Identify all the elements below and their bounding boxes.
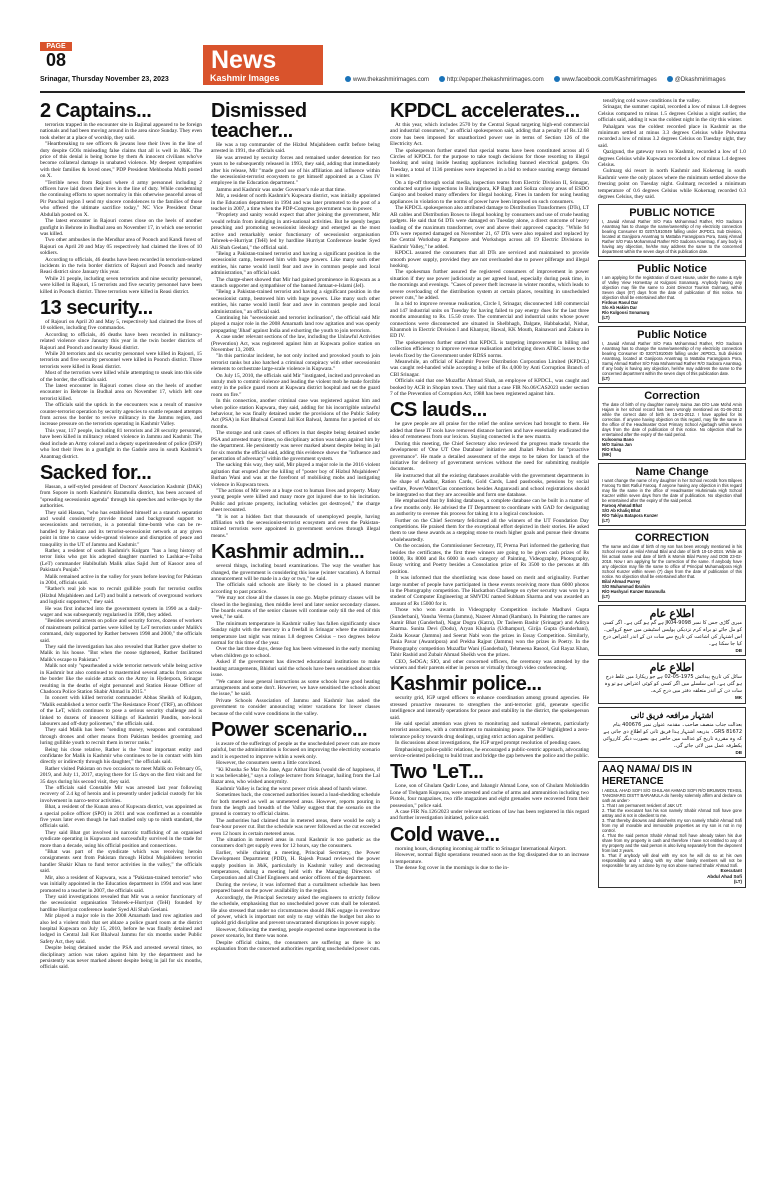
headline-cold-wave: Cold wave...	[390, 823, 500, 846]
globe-icon	[439, 76, 445, 82]
paragraph: The latest encounter in Rajouri comes close on the heels of another gunfight in Behrote in Budhal area on November 17, in which one terrorist was killed.	[40, 218, 202, 237]
story-body	[390, 695, 589, 759]
notice-body: The name and date of birth of my son has been wrongly mentioned in his School record as Hilal Ahmad Bilal and date of birth 10-10-2024. While as his actual name and date of birth is Momin Bilal Parrey and DOB 23-02-2018. Now I am applying for the correction of the same. If anybody have any objection may file the same to office of Principal Muhamadpora High School Kunzer within seven (7) days from the date of publication of this notice. No objection shall be entertained after that.	[602, 543, 742, 579]
twitter-link[interactable]: @Dkashmirimages	[667, 76, 726, 83]
story-body	[40, 484, 202, 971]
paragraph: Emphasising police-public relations, he encouraged a public-centric approach, advocating service-oriented policing to build trust and bridge the gap between the police and the public.	[390, 746, 589, 759]
paragraph: He said special attention was given to monitoring and national elements, particularly terrorist associates, with a commitment to maintaining peace. The IGP highlighted a zero-tolerance policy towards drug dealings, urging strict action against peddlers.	[390, 720, 589, 740]
paragraph: KPDCL assured the consumers that all DTs are serviced and maintained to provide smooth power supply, provided they are not overloaded due to power pilferage and illegal hooking.	[390, 250, 589, 269]
notice-body: I ABDUL AHAD SOFI S/O GHULAM AHMAD SOFI R/O BRUWON TEHSIL TANGMARG DISTT BARAMULA do hereby solemnly affirm and declare on oath as under:- 1. That I am permanent resident of J&K UT. 2. That the executant has his son namely Shabir Ahmad Sofi have gone astray and is not in obedient to me. 3. That thereby disowns and disinherits my son namely Shabir Ahmad Sofi from my all movable and immovable properties as my son is not in my control. 4. That the said person Shabir Ahmad Sofi have already taken his due share from my property in cash and therefore I have not entitled to any of my property and the said person is also living separately from the deponent from last 3 years. 5. That if anybody will deal with my son he will do so at his own responsibility and I along with my other family members will not be responsible for any act done by my son above named Shabir Ahmad Sofi.	[602, 788, 742, 868]
paragraph: Malik remained active in the valley for years before leaving for Pakistan in 2004, officials said.	[40, 573, 202, 586]
notice-title: Public Notice	[637, 328, 707, 341]
paragraph: CEO, SeDGA; SIO, and other concerned officers, the ceremony was attended by the winners and their parents either in person or virtually through video conferencing.	[390, 658, 589, 671]
notice-title: اطلاع عام	[649, 662, 695, 674]
paragraph: "Ki Khusha Se Mar No Jane, Agar Aitbar Hota (would die of happiness, if it was believable)," says a college lecturer from Srinagar, hailing from the Lal Bazar area, who wished anonymity.	[211, 766, 380, 786]
column-4	[598, 98, 746, 1160]
paragraph: The situation in metered areas in rural Kashmir is too pathetic as the consumers don't get supply even for 12 hours, say the consumers.	[211, 837, 380, 850]
notice-title: PUBLIC NOTICE	[629, 206, 715, 219]
paragraph: Most of the terrorists were killed while attempting to sneak into this side of the border, the officials said.	[40, 370, 202, 383]
paragraph: Srinagar, the summer capital, recorded a low of minus 1.8 degrees Celsius compared to minus 1.5 degrees Celsius a night earlier, the officials said, adding it was the coldest night in the city this winter.	[598, 104, 746, 124]
notice-body: بعدالت جناب منصف صاحب۔ مقدمہ عنوان نمبر 400676 بنام 81672 GRS۔ بذریعہ اشتہار ہذا فریق ثانی کو اطلاع دی جاتی ہے کہ وہ مقررہ تاریخ کو عدالت میں حاضر ہو، بصورت دیگر کارروائی یکطرفہ عمل میں لائی جائے گی۔	[602, 721, 742, 749]
paragraph: A case FIR No.126/2023 under relevant sections of law has been registered in this regard and further investigation initiated, police said.	[390, 809, 589, 822]
notice-body: The date of birth of my daughter namely Saima Jan D/O Late Mohd Amin Hajam in her school record has been wrongly mentioned as 01-06-2012 while the correct date of birth is 15-01-2012. I have applied for its correction. If anyone having objection on this regard, may file the same in the office of the Headmaster Govt Primary School Ajjarbagh within seven days from the date of publication of this notice. No objection shall be entertained after the expiry of the said period.	[602, 401, 742, 437]
story-body	[40, 319, 202, 460]
notice-title: CORRECTION	[635, 531, 709, 544]
web-links	[345, 76, 745, 83]
publication-brand: Kashmir Images	[210, 73, 280, 83]
correction-notice	[598, 529, 746, 602]
paragraph: He emphasized that by linking databases, a complete database can be built in a matter of a few months only. He advised the IT Department to coordinate with GAD for designating an authority to oversee this process for taking it to a logical conclusion.	[390, 498, 589, 518]
paragraph: "The actions of Mir were at a huge cost to human lives and property. Many young people were killed and many more got injured due to his incitation. Public and private property, including vehicles got destroyed," the charge sheet recounted.	[211, 487, 380, 514]
story-body	[390, 783, 589, 821]
paragraph: The charge-sheet showed that Mir had gained prominence in Kupwara as a staunch supporter and sympathiser of the banned Jamaat-e-Islami (JeI).	[211, 276, 380, 289]
paragraph: "Being a Pakistan-trained terrorist and having a significant position in the secessionist camp, bestowed him with huge powers. Like many such other entities, his name would instil fear and awe in common people and local administration," an official said.	[211, 250, 380, 277]
notice-signature: Firdous Rasul Dar S/o Ab Hakim Dar R/o Kulgoosi Sonamarg (LT)	[602, 299, 650, 320]
paragraph: Gulmarg ski resort in north Kashmir and Kokernag in south Kashmir were the only places where the minimum settled above the freezing point on Tuesday night. Gulmarg recorded a minimum temperature of 0.6 degrees Celsius while Kokernag recorded 0.3 degrees Celsius, they said.	[598, 168, 746, 201]
globe-icon	[345, 76, 351, 82]
paragraph: several things, including board examinations. The way the weather has changed, the government is considering this issue (winter vacation). A formal announcement will be made in a day or two," he said.	[211, 563, 380, 582]
paragraph: Being his close relative, Rather is the "most important entity and confidante for Malik in Kashmir who continues to be in contact with him directly or indirectly through his daughter," the officials said.	[40, 746, 202, 766]
paragraph: On a tip-off through social media, inspection teams from Electric Division II, Srinagar, conducted surprise inspections in Buhrajpora, KP Bagh and Soliza colony areas of ESDO Ganjoo and booked many offenders for illegal hooking. Fines in tandem for using heating appliances in violation to the norms of power have been imposed on such consumers.	[390, 179, 589, 205]
facebook-link[interactable]: www.facebook.com/KashmirImages	[554, 76, 657, 83]
paragraph: Kashmir Valley is facing the worst power crisis ahead of harsh winter.	[216, 785, 368, 792]
paragraph: Over the last three days, dense fog has been witnessed in the early morning when children go to school.	[211, 646, 380, 659]
notice-title: Correction	[644, 389, 700, 402]
paragraph: During the review, it was informed that a curtailment schedule has been prepared based on the power availability in the region.	[211, 881, 380, 895]
notice-title: اطلاع عام	[649, 607, 695, 620]
headline-dismissed-teacher: Dismissed teacher...	[211, 100, 307, 142]
paragraph: In a bid to improve revenue realisation, Circle I, Srinagar, disconnected 148 commercial and 147 industrial units on Tuesday for having failed to pay energy dues for the last three months amounting to Rs. 15.50 crore. The commercial and industrial units whose power connections were disconnected are situated in Shelbhagh, Dalgate, Habbakadal, Nishat, Khanmoh in Electric Division I and Khanyar, Hawal, KK Mouth, Rainawari and Zakura in ED IV.	[390, 301, 589, 340]
paragraph: Those who won awards in Videography Competition include Madhavi Gupta (Sunderbani), Vansha Verma (Jammu), Nazeer Ahmad (Ramban). In Painting the names are Aamir Bhat (Ganderbal), Nagar Dogra (Katra), Dr Tasleem Bashir (Srinagar) and Aditya Sharma. Sunita Devi (Dodu), Aryan Khajuria (Udhampur), Girija Gupta (Sunderbani), Zaida Kousar (Jammu) and Seerat Nabi won the prizes in Essay Competition. Similarly, Tania Pavar (Awantipora) and Prekha Rajput (Jammu) won the prizes in Poetry. In the Photography competition Muzaffar Wani (Ganderbal), Tehmeena Rasool, Gul Rayaz Khan, Tahir Rashid and Zubair Ahmad Sheikh won the prizes.	[390, 607, 589, 659]
paragraph: Pahalgam was the coldest recorded place in Kashmir as the minimum settled at minus 3.3 degrees Celsius while Pulwama recorded a low of minus 3.2 degrees Celsius on Tuesday night, they said.	[598, 123, 746, 149]
paragraph: In discussions about investigations, the IGP urged prompt resolution of pending cases.	[395, 740, 582, 747]
paragraph: Hassan, a self-styled president of Doctors' Association Kashmir (DAK) from Sopore in north Kashmir's Baramulla district, has been accused of "spreading secessionist agenda" through his speeches and write-ups by the authorities.	[40, 483, 202, 510]
notice-signature: Executant Abdul Ahad Sofi (LT)	[707, 868, 742, 884]
paragraph: Mir, also a resident of Kupwara, was a "Pakistan-trained terrorist" who was initially appointed in the Education department in 1994 and was later promoted to a teacher in 2007, the officials said.	[40, 874, 202, 894]
notice-title: AAQ NAMA/ DIS IN HERETANCE	[602, 764, 692, 787]
story-body	[390, 421, 589, 671]
website-link[interactable]: www.thekashmirimages.com	[345, 76, 429, 83]
notice-signature: DB	[735, 749, 742, 755]
correction-notice	[598, 387, 746, 460]
paragraph: The latest encounter in Rajouri comes close on the heels of another encounter in Behrote in Budhal area on November 17, which left one terrorist killed.	[40, 383, 202, 402]
paragraph: They said Malik has been "sending money, weapons and contraband through drones and other means from Pakistan besides grooming and luring gullible youth to recruit them in terror ranks."	[40, 727, 202, 747]
notice-title: اشتہار مرافعہ فریق ثانی	[630, 710, 714, 720]
paragraph: The spokesperson further stated that KPDCL is targeting improvement in billing and collection efficiency to improve revenue realisation and bringing down AT&C losses to the levels fixed by the Government under RDSS norms.	[390, 339, 589, 359]
public-notice	[598, 204, 746, 257]
headline-sacked-for: Sacked for...	[40, 461, 152, 484]
paragraph: Private Schools Association of Jammu and Kashmir has asked the government to consider announcing winter vacations for lower classes because of the cold wave conditions in the valley.	[211, 697, 380, 717]
paragraph: is aware of the sufferings of people as the unscheduled power cuts are more painful, but the administration is focused on improving the electricity scenario and it is expected to improve within a week only.	[211, 740, 380, 760]
paragraph: It was informed that the shortlisting was done based on merit and originality. Further large number of people have participated in these events receiving more than 6000 photos in the Photography competition. The Hackathon Challenge on cyber security was won by a student of Computer Engineering at SMVDU named Subham Sharma and was awarded an amount of Rs 15000 for it.	[390, 575, 589, 607]
paragraph: Sometimes back, the concerned authorities issued a load-shedding schedule for both metered as well as unmetered areas. However, reports pouring in from the length and breadth of the Valley suggest that the scenario on the ground is contrary to official claims.	[211, 792, 380, 818]
paragraph: He was arrested by security forces and remained under detention for two years to be subsequently released in 1993, they said, adding that immediately after his release, Mir "made good use of his affiliation and influence within the secessionist-terrorist ecosystem to get himself appointed as a Class IV employee in the Education department."	[211, 154, 380, 187]
headline-2-captains: 2 Captains...	[40, 100, 152, 122]
paragraph: The spokesperson further stated that special teams have been constituted across all 6 Circles of KPDCL for the purpose to take tough decisions for those resorting to illegal hooking and using inside heating appliances including banned electrical gadgets. On Tuesday, a total of 1136 premises were inspected in a bid to reduce soaring energy demand in winter.	[390, 147, 589, 180]
paragraph: The officials said the uptick in the encounters was a result of massive counter-terrorist operation by security agencies to scuttle repeated attempts from across the border to revive militancy in the Jammu region, and increase pressure on the terrorists operating in Kashmir Valley.	[40, 402, 202, 428]
paragraph: Bhat, a resident of the Kunan area of Kupwara district, was appointed as a special police officer (SPO) in 2011 and was confirmed as a constable five years later even though he had studied only up to ninth standard, the officials said.	[40, 804, 202, 830]
paragraph: At this year, which includes 2570 by the Central Squad targeting high-end commercial and industrial consumers," an official spokesperson said, adding that a penalty of Rs.12.68 crore has been imposed for unauthorized power use in terms of Section 126 of the Electricity Act.	[390, 122, 589, 148]
story-body	[390, 122, 589, 397]
paragraph: However, normal flight operations resumed soon as the fog dissipated due to an increase in temperature.	[390, 852, 589, 865]
paragraph: While 21 people, including seven terrorists and nine security personnel, were killed in Rajouri, 15 terrorists and five security personnel have been killed in Poonch district. Three terrorists were killed in Reasi district.	[40, 275, 202, 295]
story-body	[211, 563, 380, 717]
paragraph: Two other ambushes in the Mendhar area of Poonch and Kandi forest of Rajouri on April 20 and May 05 respectively had claimed the lives of 10 soldiers.	[40, 237, 202, 257]
paragraph: "In this particular incident, he not only incited and provoked youth to join terrorist ranks but also hatched a criminal conspiracy with other secessionist elements to orchestrate large-scale violence in Kupwara."	[211, 353, 380, 373]
paragraph: Rather visited Pakistan on two occasions to meet Malik on February 05, 2019, and July 11, 2017, staying there for 15 days on the first visit and for 35 days during his second visit, they said.	[40, 765, 202, 785]
paragraph: morning hours, disrupting incoming air traffic to Srinagar International Airport.	[395, 845, 567, 852]
paragraph: This year, 117 people, including 81 terrorists and 28 security personnel, have been killed in militancy related violence in Jammu and Kashmir. The dead include an Army colonel and a deputy superintendent of police (DSP) who lost their lives in a gunfight in the Gadole area in south Kashmir's Anantnag district.	[40, 427, 202, 460]
paragraph: "Rather's real job was to recruit gullible youth for terrorist outfits (Hizbul Mujahideen and LeT) and build a network of overground workers and logistic supporters," they said.	[40, 586, 202, 606]
paragraph: Further on the Chief Secretary felicitated all the winners of the UT Foundation Day competitions. He praised them for the exceptional effort depicted in their stories. He asked them to use these awards as a stepping stone to reach higher goals and pursue their dreams wholeheartedly.	[390, 517, 589, 543]
paragraph: They said Bhat got involved in narcotic trafficking of an organised syndicate operating in Kupwara and successfully survived in the trade for more than a decade, using his official position and connections.	[40, 829, 202, 849]
paragraph: "Terrible news from Rajouri where 4 army personnel including 2 officers have laid down their lives in the line of duty. While condemning the continuing efforts to upset normalcy in this otherwise peaceful areas of Pir Panchal region I send my sincere condolences to the families of those who offered the ultimate sacrifice today," NC Vice President Omar Abdullah posted on X.	[40, 179, 202, 218]
paragraph: Continuing his "secessionist and terrorist inclination", the official said Mir played a major role in the 2008 Amarnath land row agitation and was openly propagating 'Jihad' against India and exhorting the youth to join terrorism.	[211, 314, 380, 334]
paragraph: "It is not a hidden fact that thousands of unemployed people, having affiliation with the secessionist-terrorist ecosystem and even the Pakistan-trained terrorists were appointed in government services through illegal means."	[211, 513, 380, 539]
facebook-icon	[554, 76, 560, 82]
headline-cs-lauds: CS lauds...	[390, 399, 487, 422]
notice-signature: Kulsooma Bano M/O Saima Jan R/O Khag (MK)	[602, 436, 634, 457]
paragraph: In this connection, another criminal case was registered against him and when police station Kupwara, they said, adding for his incorrigible unlawful behaviour, he was finally detained under the provisions of the Public Safety Act (PSA) in Kot Bhalwal Central Jail Kot Balwal, Jammu for a period of six months.	[211, 398, 380, 430]
paragraph: The spokesman further assured the registered consumers of improvement in power situation if they use power judiciously as per agreed load, especially during peak time, in the mornings and evenings. "Cases of power theft increase in winter months, which leads to severe overloading of the distribution system at certain places, resulting in unscheduled power cuts," he added.	[390, 269, 589, 301]
paragraph: They said investigations revealed that Mir was a senior functionary of the secessionist organisation Tehreek-e-Hurriyat (TeH) founded by hardline Hurriyat conference leader Syed Ali Shah Geelani.	[40, 893, 202, 913]
page-number: 08	[45, 50, 67, 70]
paragraph: Jammu and Kashmir was under Governor's rule at that time.	[216, 186, 346, 193]
story-body	[390, 846, 589, 872]
name-change-notice	[598, 463, 746, 526]
paragraph: Meanwhile, an official of Kashmir Power Distribution Corporation Limited (KPDCL) was caught red-handed while accepting a bribe of Rs 4,000 by Anti Corruption Branch of CBI Srinagar.	[390, 359, 589, 378]
urdu-notice	[598, 605, 746, 657]
paragraph: Asked if the government has directed educational institutions to make heating arrangements, Bhiduri said the schools have been sensitised about this issue.	[211, 659, 380, 679]
paragraph: "Being a Pakistan-trained terrorist and having a significant position in the secessionist camp, bestowed him with huge powers. Like many such other entities, his name would instil fear and awe in common people and local administration," an official said.	[211, 289, 380, 315]
paragraph: On the occasion, the Commissioner Secretary, IT, Prerna Puri informed the gathering that besides the certificates, the first three winners are going to be given cash prizes of Rs 10000, Rs 8000 and Rs 6000 in each category of Painting, Videography, Photography, Essay writing and Poetry besides a Consolation prize of Rs 3500 to the persons at 4th position.	[390, 543, 589, 575]
paragraph: The dense fog cover in the mornings is due to the in-	[395, 865, 509, 872]
column-2	[211, 98, 380, 1160]
paragraph: According to officials, 46 deaths have been recorded in militancy-related violence since January this year in the twin border districts of Rajouri and Poonch and nearby Reasi district.	[40, 331, 202, 351]
paragraph: The storage and unit cases of officers in that despite being detained under PSA and arrested many times, no disciplinary action was taken against him by the department. He persistently was never marked absent despite being in jail for six months the official said, adding this evidence shows the "influence and penetration of adversary" within the government system.	[211, 430, 380, 462]
dateline: Srinagar, Thursday November 23, 2023	[40, 76, 169, 83]
notice-signature: Bilal Ahmad Parrey S/O Muhammad Ibrahim R/O Hushyari Kunzer Baramulla (LT)	[602, 578, 666, 599]
paragraph: The officials said Constable Mir was arrested last year following recovery of 2.4 kg of heroin and is presently under judicial custody for his involvement in narco-terror activities.	[40, 785, 202, 804]
paragraph: of Rajouri on April 20 and May 5, respectively had claimed the lives of 10 soldiers, including five commandos.	[40, 318, 202, 332]
paragraph: While 20 terrorists and six security personnel were killed in Rajouri, 15 terrorists and five security personnel were killed in Poonch district. Three terrorists were killed in Reasi district.	[40, 351, 202, 370]
paragraph: security grid, IGP urged officers to enhance coordination among ground agencies. He stressed proactive measures to strengthen the anti-terrorist grid, generate specific intelligence and intensify operations for peace and stability in the district, the spokesperson said.	[390, 695, 589, 721]
paragraph: he gave people are all praise for the relief the online services had brought to them. He added that these IT tools have removed distance barriers and have essentially eradicated the idea of remoteness from our lexicon. Staying connected is the new mantra.	[390, 421, 589, 441]
paragraph: During this meeting, the Chief Secretary also reviewed the progress made towards the development of 'One UT One Database' initiative and Jhalari Pehchan for "proactive governance". He made a detailed assessment of the steps to be taken for launch of the initiative for delivery of government services without the need for submitting multiple documents.	[390, 440, 589, 473]
paragraph: "We cannot issue general instructions as some schools have good heating arrangements and some don't. However, we have sensitised the schools about the issue," he said.	[211, 678, 380, 698]
urdu-notice	[598, 659, 746, 704]
notice-signature: Farooq Ahmad Bhat S/O Ab Khaliq Bhat R/O Takiya Batapora Kunzer (LT)	[602, 502, 659, 523]
column-3	[390, 98, 589, 1160]
paragraph: The KPDCL spokesperson also attributed damage to Distribution Transformers (DTs), LT AB cables and Distribution Boxes to illegal hooking by consumers and use of crude heating gadgets. He said that 64 DTs were damaged on Tuesday alone, a direct outcome of heavy loading of the maximum transformer, over and above their approved capacity. "While 94 DTs were reported damaged on November 21, 67 DTs were also repaired and replaced by the Central Workshop at Pampore and Workshops across all 19 Electric Divisions in Kashmir Valley," he added.	[390, 205, 589, 250]
paragraph: terrorists trapped in the encounter site in Bajimal appeared to be foreign nationals and had been moving around in the area since Sunday. They even took shelter at a place of worship, they said.	[40, 122, 202, 141]
headline-power-scenario: Power scenario...	[211, 718, 368, 741]
notice-body: سائل کی تاریخ پیدائش 1975-05-02 ہے جو ریکارڈ میں غلط درج ہو گئی ہے۔ اس سلسلے میں اگر کسی کو کوئی اعتراض ہو تو وہ سات دن کے اندر متعلقہ دفتر میں درج کرے۔	[604, 674, 742, 694]
story-body	[598, 98, 746, 201]
notice-signature: DB	[735, 647, 742, 653]
notice-body: I, Javaid Ahmad Rather S/O Fata Mohammad Rather, R/O Sadoora Anantnag has to change the name/ownership of my electricity connection bearing Consumer ID 0207/1910049 falling under JKPDCL Sub division Anantnag, located at Ganjipora Anantnag to Mattaba Farangipora Pora, Sarraj Ahmad Rather S/O Fata Mohammad Rather R/O Sadoora Anantnag. If any body is having any objection, he/she may address the same to the concerned department within the seven days of this publication date.	[602, 340, 742, 376]
page-label: PAGE	[40, 42, 72, 51]
story-body	[211, 142, 380, 539]
notice-signature: MK	[735, 695, 742, 700]
paragraph: Earlier, while chairing a meeting, Principal Secretary, the Power Development Department (PDD), H. Rajesh Prasad reviewed the power supply position in J&K, particularly in Kashmir valley and decreasing temperatures, during a meeting held with the Managing Directors of Corporation and all Chief Engineers and senior officers of the department.	[211, 849, 380, 882]
paragraph: Malik not only "spearheaded a wide terrorist network while being active in Kashmir but also continued to mastermind several attacks from across the border like the suicide attack on the Army in Hyderpora, Srinagar resulting in the deaths of eight personnel and Station House Officer of Chadoora Police Station Shabir Ahmad in 2015."	[40, 663, 202, 695]
paragraph: The authorities had claimed that in metered areas, there would be only a four-hour power cut. But the schedule was never followed as the cut exceeded even 12 hours in certain metered areas.	[211, 817, 380, 837]
paragraph: The officials said schools are likely to be closed in a phased manner according to past practice.	[211, 582, 380, 595]
paragraph: He instructed that all the existing databases available with the government departments in the shape of Aadhar, Ration Cards, Gold Cards, Land passbooks, pensions by social welfare, Power/Water/Gas connections besides Anganwadi and school registrations should be integrated so that they are accessible and form one database.	[390, 472, 589, 498]
paragraph: "We may not close all the classes in one go. Maybe primary classes will be closed in the beginning, then middle level and later senior secondary classes. The boards exams of the senior classes will continue only till the end of this week," he said.	[211, 595, 380, 621]
column-1	[40, 98, 202, 1160]
twitter-icon	[667, 76, 673, 82]
paragraph: A case under relevant sections of the law, including the Unlawful Activities (Prevention) Act, was registered against him at Kupwara police station on November 13, 2009.	[211, 334, 380, 353]
notice-signature: (LT)	[602, 375, 610, 381]
masthead	[0, 0, 770, 98]
header-rule	[40, 91, 745, 93]
public-notice	[598, 326, 746, 384]
paragraph: Accordingly, the Principal Secretary asked the engineers to strictly follow the schedule, emphasising that no unscheduled power cuts shall be tolerated. He also stressed that under no circumstances should J&K engage in overdraw of power, which is important not only to stay within the budget but also to uphold grid discipline and prevent unwarranted disruptions in power supply.	[211, 894, 380, 927]
paragraph: In concert with killed terrorist commander Abbas Sheikh of Kulgam, "Malik established a terror outfit 'The Resistance Front' (TRF), an offshoot of the LeT, which continues to pose a serious security challenge and is linked to dozens of innocent killings of Kashmiri Pandits, non-local labourers and off-duty policemen," the officials said.	[40, 695, 202, 727]
page-number-block	[40, 42, 72, 70]
paragraph: tensifying cold wave conditions in the valley.	[603, 98, 701, 104]
paragraph: Despite being detained under the PSA and arrested several times, no disciplinary action was taken against him by the department and he persistently was never marked absent despite being in jail for six months, officials said.	[40, 945, 202, 971]
paragraph: However, following the meeting, people expected some improvement in the power scenario, but there was none.	[211, 926, 380, 940]
paragraph: Rather, a resident of south Kashmir's Kulgam "has a long history of terror links who got his adopted daughter married to Lashkar-e-Toiba (LeT) commander Habibullah Malik alias Sajid Jutt of Kasoor area of Pakistan's Punjab."	[40, 547, 202, 574]
paragraph: Qazigund, the gateway town to Kashmir, recorded a low of 1.0 degrees Celsius while Kupwara recorded a low of minus 1.4 degrees Celsius.	[598, 149, 746, 169]
paragraph: They said Hassan, "who has established himself as a staunch separatist and would consistently provide moral and background support to secessionists and terrorists, is a potential time-bomb who can be re-handled by Pakistan and its terrorist-secessionist network at any given point in time to cause wide-spread violence and disruption of peace and tranquility in the UT of Jammu and Kashmir."	[40, 509, 202, 548]
epaper-link[interactable]: http://epaper.thekashmirimages.com	[439, 76, 544, 83]
public-notice	[598, 260, 746, 323]
headline-13-security: 13 security...	[40, 296, 153, 319]
paragraph: He was a top commander of the Hizbul Mujahideen outfit before being arrested in 1991, the officials said.	[211, 142, 380, 155]
paragraph: "Bhat was part of the syndicate which was receiving heroin consignments sent from Pakistan through Hizbul Mujahideen terrorist handler Shakir Khan to fund terror activities in the valley," the officials said.	[40, 849, 202, 875]
section-title: News	[211, 46, 277, 74]
notice-body: میری گاڑی جس کا نمبر JK04-9098 ہے گم ہو گئی ہے۔ اگر کسی کو مل جائے تو براہ کرم نزدیکی پولیس اسٹیشن میں جمع کروائیں۔ اس اشتہار کی اشاعت کی تاریخ سے سات دن کے اندر اعتراض درج کیا جا سکتا ہے۔	[602, 619, 742, 647]
paragraph: He was first inducted into the government system in 1990 as a daily-wager and was subsequently regularised in 1998, they added.	[40, 605, 202, 619]
paragraph: Lone, son of Ghulam Qadir Lone, and Jahangir Ahmad Lone, son of Ghulam Mohiuddin Lone of Trehgam Kupwara, were arrested and cache of arms and ammunition including two Pistols, four magazines, two rifle magazines and eight grenades were recovered from their possession," police said.	[390, 783, 589, 809]
story-body	[211, 741, 380, 952]
paragraph: Mir played a major role in the 2008 Amarnath land row agitation and also led a violent mob that set ablaze a police guard room at the district hospital Kupwara on July 15, 2010, before he was finally detained and lodged in Central Jail Kot Bhalwal Jammu for six months under Public Safety Act, they said.	[40, 913, 202, 945]
headline-two-let: Two 'LeT...	[390, 761, 484, 784]
paragraph: Despite official claims, the consumers are suffering as there is no explanation from the concerned authorities regarding unscheduled power cuts.	[211, 939, 380, 952]
urdu-notice	[598, 707, 746, 759]
paragraph: The sacking this way, they said, Mir played a major role in the 2016 violent agitation that erupted after the killing of "poster boy of Hizbul Mujahideen" Burhan Wani and was at the forefront of mobilising mobs and instigating violence in Kupwara town.	[211, 462, 380, 488]
paragraph: "Besides several arrests on police and security forces, dozens of workers of mainstream political parties were killed by LeT terrorists under Malik's command, duly supported by Rather between 1998 and 2000," the officials said.	[40, 618, 202, 644]
headline-kashmir-admin: Kashmir admin...	[211, 541, 365, 564]
headline-kpdcl: KPDCL accelerates...	[390, 100, 580, 122]
notice-body: I want change the name of my daughter in her School records from Bilqees Farooq To Bint Rafiul Farooq. If anyone having any objection in this regard may file the same in the office of Headmaster Hiuhnimala High School Kaczer within seven days from the date of publication. No objection shall be entertained after the expiry of the said period.	[602, 477, 742, 503]
paragraph: The minimum temperature in Kashmir valley has fallen significantly since Sunday night with the mercury in a freefall in Srinagar where the minimum temperature last night was minus 1.8 degrees Celsius – two degrees below normal for this time of the year.	[211, 620, 380, 647]
paragraph: However, the consumers seem a little convinced.	[216, 760, 322, 767]
notice-title: Public Notice	[637, 262, 707, 275]
paragraph: According to officials, 46 deaths have been recorded in terrorism-related incidents in the twin border districts of Rajouri and Poonch and nearby Reasi district since January this year.	[40, 256, 202, 276]
paragraph: Mir, a resident of north Kashmir's Kupwara district, was initially appointed in the Education department in 1994 and was later promoted to the post of a teacher in 2007, a time when the PDP-Congress government was in power.	[211, 193, 380, 213]
paragraph: Officials said that one Muzaffar Ahmad Shah, an employee of KPDCL, was caught and booked by ACB in Shopian town. They said that a case FIR No.06/CAS2023 under section 7 of the Prevention of Corruption Act, 1988 has been registered against him.	[390, 378, 589, 398]
headline-kashmir-police: Kashmir police...	[390, 673, 542, 696]
paragraph: "Heartbreaking to see officers & jawans lose their lives in the line of duty despite GOIs misleading false claims that all is well in J&K. The price of this denial is being borne by them & innocent civilians who've become collateral damage in unabated violence. My deepest sympathies with their families & loved ones," PDP President Mehbooba Mufti posted on X.	[40, 141, 202, 180]
paragraph: They said the investigation has also revealed that Rather gave shelter to Malik in his house. "But when the noose tightened, Rather facilitated Malik's escape to Pakistan."	[40, 644, 202, 663]
disinheritance-notice	[598, 761, 746, 888]
notice-title: Name Change	[635, 465, 709, 478]
notice-body: I, Javaid Ahmad Rather S/O Fata Mohammad Rather, R/O Sadoora Anantnag has to change the name/ownership of my electricity connection bearing Consumer ID 0207/1910049 falling under JKPDCL Sub Division, located at Ganjipora Anantnag to Mattaba Farangipora Pora, Saraj Ahmad Rather S/O Fata Mohammad Rather R/O Sadoora Anantnag. If any body is having any objection, he/she may address the same to the concerned department within the seven days of this publication date.	[602, 218, 742, 254]
paragraph: On July 15, 2010, the officials said Mir "instigated, incited and provoked an unruly mob to commit violence and leading the violent mob he made forcible entry in the police guard room at Kupwara district hospital and set the guard room on fire."	[211, 372, 380, 398]
story-body	[40, 122, 202, 295]
paragraph: "Propriety and sanity would expect that after joining the government, Mir would refrain from indulging in anti-national activities. But he openly began preaching and promoting secessionist ideology and emerged as the most active and remarkably senior functionary of secessionist organisation Tehreek-e-Hurriyat (TeH) led by hardline Hurriyat Conference leader Syed Ali Shah Geelani," the official said.	[211, 212, 380, 251]
notice-body: I am applying for the registration of Guest House, under the name & style of Valley View Homestay at Kulgoosi Sonamarg. Anybody having any objection may file the same to Joint Director Tourism Gulmarg, within Seven days (07) days from the date of publication of this notice. No objection shall be entertained after that.	[602, 274, 742, 300]
